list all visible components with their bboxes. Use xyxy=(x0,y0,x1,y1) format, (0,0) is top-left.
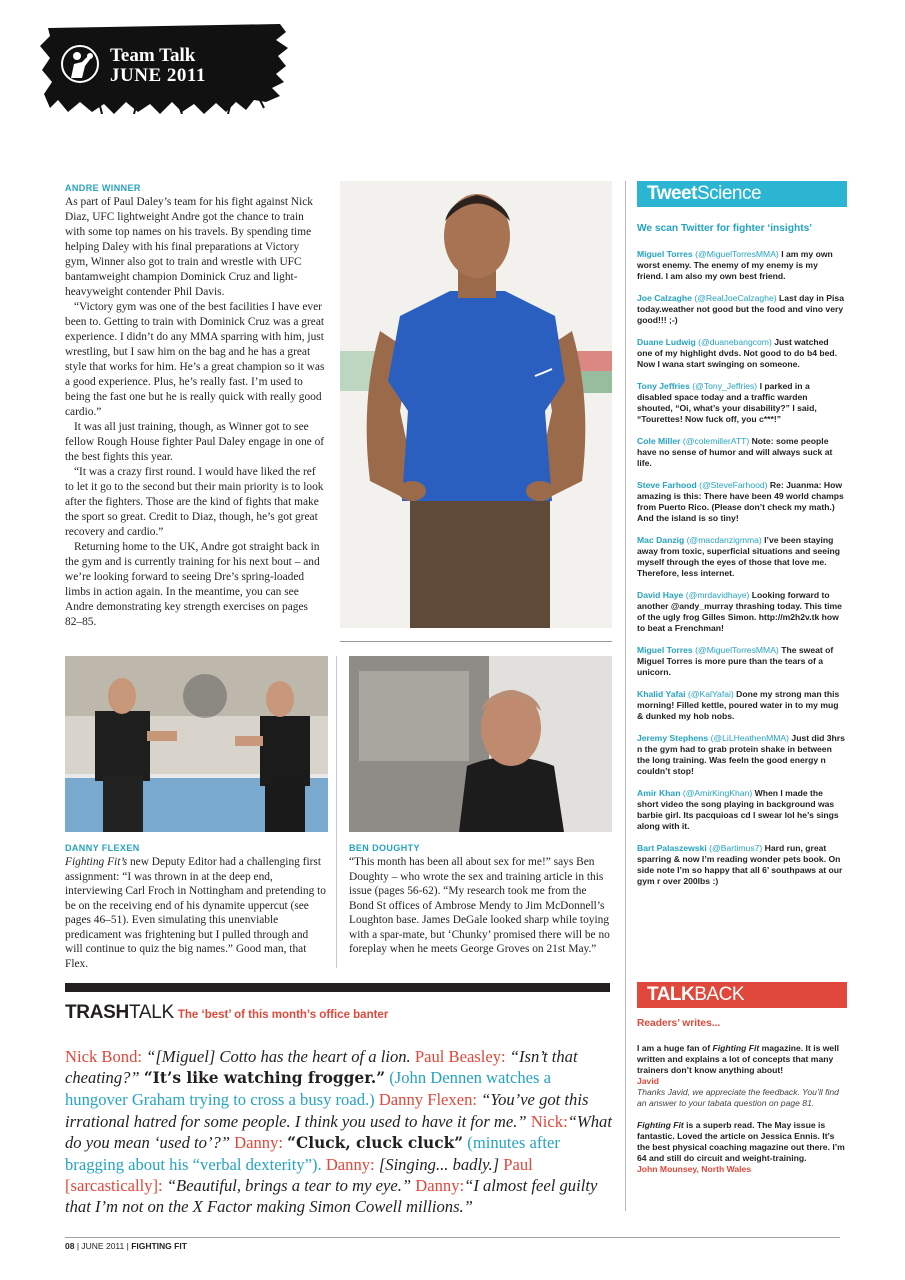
danny-heading: DANNY FLEXEN xyxy=(65,843,140,853)
speaker: Nick: xyxy=(530,1111,568,1131)
tweet-item: Mac Danzig (@macdanzigmma) I’ve been staying away from toxic, superficial situations and seeing myself through the eyes of those that love me. Therefore, less internet. xyxy=(637,535,840,578)
speaker: Danny: xyxy=(325,1155,379,1175)
danny-article xyxy=(65,855,328,971)
quote: “I almost feel guilty that I’m not on the X Factor making Simon Cowell millions.” xyxy=(65,1176,598,1217)
footer-rule xyxy=(65,1237,840,1238)
sidebar-separator xyxy=(625,181,626,1211)
column-separator xyxy=(336,656,337,968)
boxer-silhouette-icon xyxy=(60,44,100,84)
reader-letters xyxy=(637,1043,845,1175)
trashtalk-title-light: TALK xyxy=(128,1002,174,1023)
letter-signature: Javid xyxy=(637,1076,659,1086)
danny-flexen-photo xyxy=(65,656,328,832)
magazine-name: Fighting Fit’s xyxy=(65,856,128,868)
tweet-item: Cole Miller (@colemillerATT) Note: some people have no sense of humor and will always suck at life. xyxy=(637,436,833,468)
speaker: Danny: xyxy=(234,1132,288,1152)
tweet-item: Joe Calzaghe (@RealJoeCalzaghe) Last day in Pisa today.weather not good but the food and vino very good!!! ;-) xyxy=(637,293,844,325)
andre-paragraph: “It was a crazy first round. I would have liked the ref to let it go to the second but their main priority is to look after the fighters. Those are the kind of fights that make the sport so great. Credit to Diaz, though, he’s got great recovery and cardio.” xyxy=(65,466,324,538)
magazine-title: FIGHTING FIT xyxy=(131,1241,187,1251)
letter: Fighting Fit is a superb read. The May issue is fantastic. Loved the article on Jessica Ennis. It’s the best physical coaching magazine out there. I’m 64 and still do circuit and weight-training. xyxy=(637,1120,845,1163)
quote: “[Miguel] Cotto has the heart of a lion. xyxy=(146,1047,415,1066)
quote: “Isn’t that cheating?” xyxy=(65,1047,578,1088)
speaker: Danny: xyxy=(415,1176,465,1196)
speaker: Paul [sarcastically]: xyxy=(65,1155,533,1196)
page-number: 08 xyxy=(65,1241,75,1251)
tweet-item: Bart Palaszewski (@Bartimus7) Hard run, great sparring & now I’m reading wonder pets book. On side note I’m so happy that all 6’ southpaws at our gym r over 200lbs :) xyxy=(637,843,843,886)
note: (John Dennen watches a hungover Graham trying to cross a busy road.) xyxy=(65,1068,552,1110)
quote: “You’ve got this irrational hatred for some people. I think you used to have it for me.” xyxy=(65,1090,589,1131)
divider xyxy=(340,641,612,642)
ben-doughty-photo xyxy=(349,656,612,832)
tweet-item: Jeremy Stephens (@LiLHeathenMMA) Just did 3hrs n the gym had to grab protein shake in between the long training. Was feeln the good energy n couldn’t stop! xyxy=(637,733,845,776)
trashtalk-rule xyxy=(65,983,610,992)
tweet-item: David Haye (@mrdavidhaye) Looking forward to another @andy_murray thrashing today. This time of the ugly frog Gilles Simon. http://m2h2v.tk how to beat a Frenchman! xyxy=(637,590,842,633)
speaker: Paul Beasley: xyxy=(414,1047,510,1066)
andre-heading: ANDRE WINNER xyxy=(65,183,141,193)
speaker: Danny Flexen: xyxy=(378,1090,482,1110)
andre-article xyxy=(65,195,325,630)
banner-line2: JUNE 2011 xyxy=(110,65,206,86)
trashtalk-quotes xyxy=(65,1046,615,1218)
banner-line1: Team Talk xyxy=(110,45,196,66)
bold-quote: “Cluck, cluck cluck” xyxy=(287,1133,464,1152)
trashtalk-subtitle: The ‘best’ of this month’s office banter xyxy=(177,1009,389,1021)
footer-date: JUNE 2011 xyxy=(81,1241,125,1251)
ben-heading: BEN DOUGHTY xyxy=(349,843,420,853)
page-footer: 08 | JUNE 2011 | FIGHTING FIT xyxy=(65,1241,187,1251)
tweet-item: Khalid Yafai (@KalYafai) Done my strong man this morning! Filled kettle, poured water in to my mug & dunked my hob nobs. xyxy=(637,689,840,721)
trashtalk-header xyxy=(65,1002,388,1024)
tweet-item: Steve Farhood (@SteveFarhood) Re: Juanma: How amazing is this: There have been 49 world champs from Puerto Rico. (Please don’t check my math.) And the island is so tiny! xyxy=(637,480,844,523)
danny-text: new Deputy Editor had a challenging first assignment: “I was thrown in at the deep end, interviewing Carl Froch in Nottingham and pretending to be on the receiving end of his dynamite uppercut (see pages 46–51). Even simulating this unenviable predicament was frightening but I pulled through and will continue to quiz the big names.” Good man, that Flex. xyxy=(65,856,326,970)
badge-light: BACK xyxy=(694,984,744,1005)
speaker: Nick Bond: xyxy=(65,1047,147,1066)
tweet-item: Duane Ludwig (@duanebangcom) Just watched one of my highlight dvds. Not good to do b4 bed. Now I wana start swinging on someone. xyxy=(637,337,838,369)
letter-signature: John Mounsey, North Wales xyxy=(637,1164,752,1174)
editor-reply: Thanks Javid, we appreciate the feedback. You’ll find an answer to your tabata question on page 81. xyxy=(637,1087,839,1108)
tweet-item: Amir Khan (@AmirKingKhan) When I made the short video the song playing in background was barbie girl. Its pacquioas cd I swear lol he’s sings along with it. xyxy=(637,788,839,831)
note: (minutes after bragging about his “verbal dexterity”). xyxy=(65,1132,560,1175)
tweet-science-subtitle: We scan Twitter for fighter ‘insights’ xyxy=(637,223,813,234)
andre-paragraph: Returning home to the UK, Andre got straight back in the gym and is currently training for his next bout – and we’re looking forward to seeing Dre’s spring-loaded limbs in action again. In the meantime, you can see Andre demonstrating key strength exercises on pages 82–85. xyxy=(65,541,320,628)
bold-quote: “It’s like watching frogger.” xyxy=(143,1069,386,1088)
talkback-subtitle: Readers’ writes... xyxy=(637,1018,721,1029)
andre-paragraph: “Victory gym was one of the best facilities I have ever been to. Getting to train with Dominick Cruz was a great experience. I didn’t do any MMA sparring with him, just wrestling, but I saw him on the bag and he has a great style that works for him. He’s a great champion so it was a good experience. Plus, he’s really fast. I’m used to being the fast one but he is really quick with really good cardio.” xyxy=(65,301,325,418)
tweet-item: Miguel Torres (@MiguelTorresMMA) The sweat of Miguel Torres is more pure than the tears of a unicorn. xyxy=(637,645,834,677)
andre-paragraph: It was all just training, though, as Winner got to see fellow Rough House fighter Paul Daley engage in one of the best fights this year. xyxy=(65,421,325,463)
andre-paragraph: As part of Paul Daley’s team for his fight against Nick Diaz, UFC lightweight Andre got the chance to train with some top names on his travels. By spending time helping Daley with his final preparations at Victory gym, Winner also got to train and wrestle with UFC bantamweight champion Dominick Cruz and light-heavyweight contender Phil Davis. xyxy=(65,196,314,298)
ben-article xyxy=(349,855,612,957)
tweet-item: Tony Jeffries (@Tony_Jeffries) I parked in a disabled space today and a traffic warden shouted, “Oi, what’s your disability?” I said, “Tourettes! Now fuck off, you c***!” xyxy=(637,381,817,424)
tweet-item: Miguel Torres (@MiguelTorresMMA) I am my own worst enemy. The enemy of my enemy is my friend. I am also my own best friend. xyxy=(637,249,833,281)
talkback-badge xyxy=(637,982,847,1008)
section-banner xyxy=(40,22,290,114)
quote: [Singing... badly.] xyxy=(378,1155,504,1175)
trashtalk-title-bold: TRASH xyxy=(65,1002,129,1023)
tweet-science-badge xyxy=(637,181,847,207)
banner-title xyxy=(110,46,206,86)
andre-photo xyxy=(340,181,612,628)
quote: “What do you mean ‘used to’?” xyxy=(65,1111,612,1152)
letter: I am a huge fan of Fighting Fit magazine. It is well written and explains a lot of concepts that many trainers don’t know anything about! xyxy=(637,1043,839,1075)
ben-text: “This month has been all about sex for me!” says Ben Doughty – who wrote the sex and training article in this issue (pages 56-62). “My research took me from the Bond St offices of Ambrose Mendy to Jim McDonnell’s Loughton base. James DeGale looked sharp while toying with a spar-mate, but ‘Chunky’ promised there will be no foreplay when he meets George Groves on 21st May.” xyxy=(349,856,610,955)
badge-light: Science xyxy=(696,183,762,204)
quote: “Beautiful, brings a tear to my eye.” xyxy=(166,1176,416,1196)
badge-bold: Tweet xyxy=(647,183,697,204)
tweet-list xyxy=(637,249,845,898)
badge-bold: TALK xyxy=(647,984,695,1005)
